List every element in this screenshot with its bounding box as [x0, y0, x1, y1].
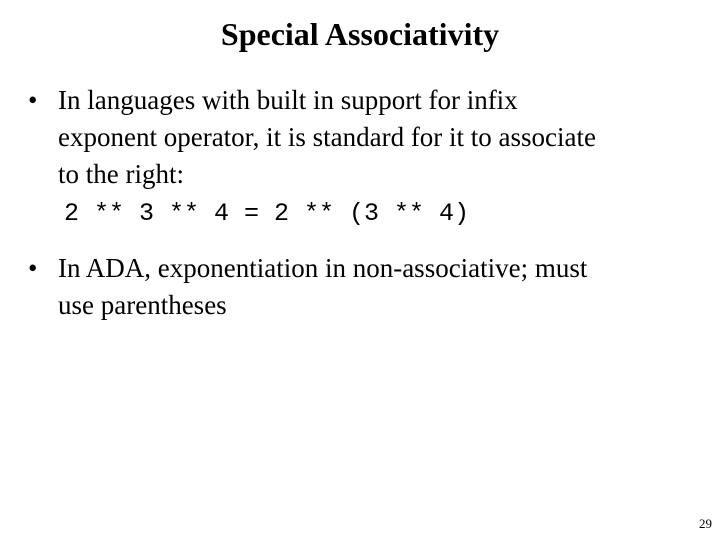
bullet-line: to the right: [58, 159, 184, 189]
page-number: 29 [699, 516, 712, 531]
bullet-icon: • [28, 253, 38, 283]
bullet-line: use parentheses [58, 290, 227, 320]
code-example: 2 ** 3 ** 4 = 2 ** (3 ** 4) [64, 199, 470, 228]
bullet-line: In languages with built in support for infix [58, 85, 518, 115]
bullet-line: In ADA, exponentiation in non-associative; must [58, 253, 588, 283]
bullet-text [58, 82, 708, 193]
bullet-line: exponent operator, it is standard for it to associate [58, 122, 597, 152]
bullet-icon: • [28, 85, 38, 115]
slide-title: Special Associativity [220, 16, 500, 52]
bullet-text [58, 250, 708, 324]
